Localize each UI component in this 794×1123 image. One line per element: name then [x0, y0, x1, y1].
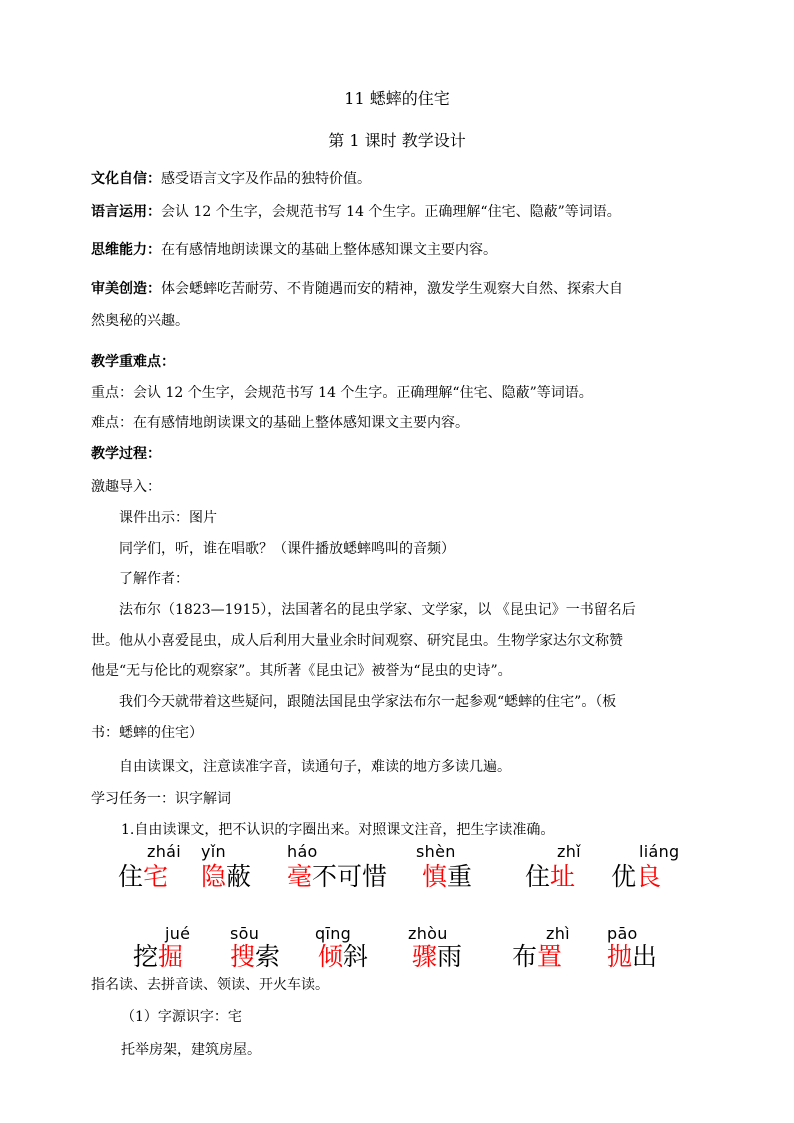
vocab-chars: 抛出 — [607, 942, 658, 971]
new-char: 抛 — [607, 942, 633, 971]
pinyin-row-1 — [0, 840, 794, 920]
task1-heading: 学习任务一：识字解词 — [91, 791, 231, 807]
pinyin-label: qīng — [315, 924, 352, 943]
author-paragraph-line: 他是“无与伦比的观察家”。其所著《昆虫记》被誉为“昆虫的史诗”。 — [91, 663, 512, 679]
pinyin-label: pāo — [607, 924, 638, 943]
task1-step1: 1.自由读课文，把不认识的字圈出来。对照课文注音，把生字读准确。 — [121, 822, 555, 838]
goal-thinking — [91, 240, 497, 260]
new-char: 骤 — [412, 942, 438, 971]
section-heading-process: 教学过程： — [91, 446, 161, 462]
vocab-chars: 优良 — [611, 862, 662, 891]
pinyin-label: liáng — [639, 842, 680, 861]
free-read-line: 自由读课文，注意读准字音，读通句子，难读的地方多读几遍。 — [119, 759, 511, 775]
new-char: 址 — [550, 862, 576, 891]
pinyin-label: zhòu — [408, 924, 448, 943]
vocab-chars: 骤雨 — [412, 942, 463, 971]
origin-heading: （1）字源识字：宅 — [121, 1009, 242, 1025]
pinyin-label: zhì — [546, 924, 570, 943]
pinyin-label: yǐn — [201, 842, 226, 861]
pinyin-label: zhái — [147, 842, 181, 861]
author-paragraph-line: 世。他从小喜爱昆虫，成人后利用大量业余时间观察、研究昆虫。生物学家达尔文称赞 — [91, 633, 623, 649]
author-heading: 了解作者： — [119, 571, 189, 587]
goal-text: 感受语言文字及作品的独特价值。 — [161, 171, 371, 187]
new-char: 倾 — [318, 942, 344, 971]
new-char: 隐 — [201, 862, 227, 891]
vocab-chars: 搜索 — [230, 942, 281, 971]
goal-label: 语言运用： — [91, 204, 161, 220]
vocab-chars: 住宅 — [118, 862, 169, 891]
new-char: 毫 — [287, 862, 313, 891]
goal-text: 体会蟋蟀吃苦耐劳、不肯随遇而安的精神，激发学生观察大自然、探索大自 — [161, 281, 623, 297]
vocab-chars: 倾斜 — [318, 942, 369, 971]
intro-heading: 激趣导入： — [91, 479, 161, 495]
new-char: 良 — [636, 862, 662, 891]
page-subtitle: 第 1 课时 教学设计 — [328, 131, 466, 150]
vocab-chars: 布置 — [512, 942, 563, 971]
pinyin-label: jué — [165, 924, 191, 943]
new-char: 宅 — [143, 862, 169, 891]
goal-aesthetic — [91, 279, 623, 299]
section-heading-key-points: 教学重难点： — [91, 354, 175, 370]
lead-paragraph-line: 书：蟋蟀的住宅） — [91, 725, 203, 741]
vocab-chars: 隐蔽 — [201, 862, 252, 891]
key-point: 重点：会认 12 个生字，会规范书写 14 个生字。正确理解“住宅、隐蔽”等词语。 — [91, 385, 593, 401]
pinyin-label: háo — [287, 842, 318, 861]
new-char: 搜 — [230, 942, 256, 971]
goal-label: 文化自信： — [91, 171, 161, 187]
origin-text: 托举房架，建筑房屋。 — [121, 1042, 261, 1058]
new-char: 慎 — [422, 862, 448, 891]
new-char: 掘 — [158, 942, 184, 971]
vocab-chars: 住址 — [525, 862, 576, 891]
pinyin-label: zhǐ — [557, 842, 581, 861]
read-methods-line: 指名读、去拼音读、领读、开火车读。 — [91, 977, 329, 993]
goal-label: 思维能力： — [91, 242, 161, 258]
pinyin-label: shèn — [416, 842, 456, 861]
goal-text: 在有感情地朗读课文的基础上整体感知课文主要内容。 — [161, 242, 497, 258]
vocab-chars: 慎重 — [422, 862, 473, 891]
new-char: 置 — [537, 942, 563, 971]
courseware-line: 课件出示：图片 — [119, 510, 217, 526]
question-line: 同学们，听，谁在唱歌？（课件播放蟋蟀鸣叫的音频） — [119, 541, 455, 557]
goal-aesthetic-cont: 然奥秘的兴趣。 — [91, 313, 189, 329]
lead-paragraph-line: 我们今天就带着这些疑问，跟随法国昆虫学家法布尔一起参观“蟋蟀的住宅”。（板 — [119, 694, 617, 710]
vocab-chars: 挖掘 — [133, 942, 184, 971]
pinyin-label: sōu — [230, 924, 260, 943]
author-paragraph-line: 法布尔（1823—1915），法国著名的昆虫学家、文学家，以 《昆虫记》一书留名后 — [119, 602, 636, 618]
vocab-chars: 毫不可惜 — [287, 862, 388, 891]
goal-label: 审美创造： — [91, 281, 161, 297]
page-title: 11 蟋蟀的住宅 — [344, 89, 450, 108]
difficult-point: 难点：在有感情地朗读课文的基础上整体感知课文主要内容。 — [91, 415, 469, 431]
goal-language — [91, 202, 621, 222]
goal-text: 会认 12 个生字，会规范书写 14 个生字。正确理解“住宅、隐蔽”等词语。 — [161, 204, 621, 220]
goal-culture — [91, 169, 371, 189]
